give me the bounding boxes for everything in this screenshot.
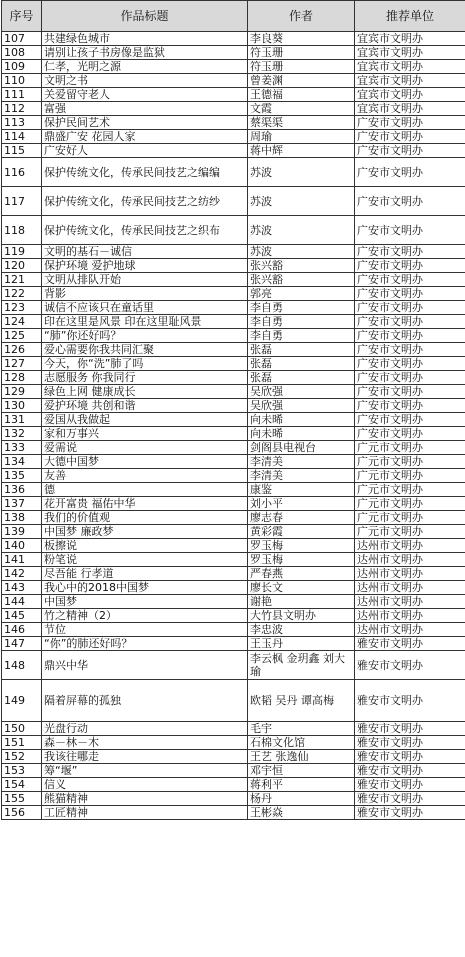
cell-title: 文明的基石－诚信: [42, 245, 248, 259]
cell-unit: 广安市文明办: [355, 357, 465, 371]
cell-unit: 广安市文明办: [355, 329, 465, 343]
cell-title: 中国梦: [42, 595, 248, 609]
table-row: [2, 722, 465, 736]
cell-author: 大竹县文明办: [248, 609, 355, 623]
cell-unit: 宜宾市文明办: [355, 74, 465, 88]
cell-author: 符玉珊: [248, 46, 355, 60]
cell-author: 符玉珊: [248, 60, 355, 74]
table-row: [2, 357, 465, 371]
cell-no: 149: [2, 680, 42, 722]
cell-author: 文霞: [248, 102, 355, 116]
cell-unit: 广安市文明办: [355, 413, 465, 427]
table-row: [2, 680, 465, 722]
cell-unit: 广安市文明办: [355, 385, 465, 399]
cell-title: “肺”你还好吗？: [42, 329, 248, 343]
table-row: [2, 637, 465, 651]
cell-title: 光盘行动: [42, 722, 248, 736]
table-row: [2, 525, 465, 539]
table-row: [2, 567, 465, 581]
cell-title: 文明之书: [42, 74, 248, 88]
cell-no: 131: [2, 413, 42, 427]
table-row: [2, 343, 465, 357]
table-row: [2, 259, 465, 273]
cell-author: 罗玉梅: [248, 539, 355, 553]
cell-author: 郭亮: [248, 287, 355, 301]
cell-title: 我该往哪走: [42, 750, 248, 764]
cell-unit: 广元市文明办: [355, 497, 465, 511]
table-row: [2, 539, 465, 553]
cell-no: 151: [2, 736, 42, 750]
cell-author: 黄彩霞: [248, 525, 355, 539]
cell-author: 廖志春: [248, 511, 355, 525]
cell-author: 刘小平: [248, 497, 355, 511]
cell-unit: 雅安市文明办: [355, 778, 465, 792]
table-row: [2, 792, 465, 806]
cell-title: 共建绿色城市: [42, 32, 248, 46]
cell-title: 尽吾能 行孝道: [42, 567, 248, 581]
cell-unit: 雅安市文明办: [355, 806, 465, 820]
cell-no: 113: [2, 116, 42, 130]
cell-no: 116: [2, 158, 42, 187]
cell-no: 142: [2, 567, 42, 581]
cell-author: 蔡渠渠: [248, 116, 355, 130]
cell-author: 李自勇: [248, 329, 355, 343]
cell-author: 曾姜渊: [248, 74, 355, 88]
header-author: 作者: [248, 1, 355, 32]
cell-no: 109: [2, 60, 42, 74]
cell-title: 森－林－木: [42, 736, 248, 750]
cell-author: 李清美: [248, 469, 355, 483]
cell-author: 严春燕: [248, 567, 355, 581]
cell-title: 德: [42, 483, 248, 497]
cell-title: 隔着屏幕的孤独: [42, 680, 248, 722]
cell-title: 我心中的2018中国梦: [42, 581, 248, 595]
cell-unit: 达州市文明办: [355, 567, 465, 581]
cell-no: 153: [2, 764, 42, 778]
header-row: [2, 1, 465, 32]
table-row: [2, 287, 465, 301]
cell-unit: 宜宾市文明办: [355, 88, 465, 102]
table-row: [2, 46, 465, 60]
cell-no: 139: [2, 525, 42, 539]
cell-unit: 广元市文明办: [355, 441, 465, 455]
cell-title: 鼎兴中华: [42, 651, 248, 680]
cell-author: 李忠波: [248, 623, 355, 637]
cell-unit: 广安市文明办: [355, 343, 465, 357]
table-row: [2, 511, 465, 525]
table-row: [2, 483, 465, 497]
cell-title: 粉笔说: [42, 553, 248, 567]
cell-unit: 雅安市文明办: [355, 750, 465, 764]
cell-unit: 广元市文明办: [355, 455, 465, 469]
cell-author: 李云枫 金玥鑫 刘大瑜: [248, 651, 355, 680]
cell-unit: 广安市文明办: [355, 399, 465, 413]
cell-author: 张兴豁: [248, 259, 355, 273]
cell-unit: 广安市文明办: [355, 315, 465, 329]
cell-author: 罗玉梅: [248, 553, 355, 567]
table-row: [2, 399, 465, 413]
cell-unit: 广元市文明办: [355, 483, 465, 497]
table-row: [2, 329, 465, 343]
cell-no: 128: [2, 371, 42, 385]
cell-no: 136: [2, 483, 42, 497]
cell-unit: 达州市文明办: [355, 581, 465, 595]
cell-title: 大德中国梦: [42, 455, 248, 469]
cell-author: 欧韬 吴丹 谭高梅: [248, 680, 355, 722]
table-row: [2, 764, 465, 778]
cell-unit: 达州市文明办: [355, 539, 465, 553]
cell-title: 绿色上网 健康成长: [42, 385, 248, 399]
cell-no: 146: [2, 623, 42, 637]
table-row: [2, 245, 465, 259]
cell-author: 李自勇: [248, 315, 355, 329]
table-row: [2, 144, 465, 158]
cell-author: 王玉丹: [248, 637, 355, 651]
cell-no: 137: [2, 497, 42, 511]
table-row: [2, 736, 465, 750]
cell-title: 广安好人: [42, 144, 248, 158]
table-row: [2, 32, 465, 46]
cell-unit: 达州市文明办: [355, 595, 465, 609]
cell-unit: 宜宾市文明办: [355, 60, 465, 74]
cell-title: 花开富贵 福佑中华: [42, 497, 248, 511]
table-row: [2, 609, 465, 623]
table-row: [2, 130, 465, 144]
cell-title: 爱需说: [42, 441, 248, 455]
cell-title: 背影: [42, 287, 248, 301]
cell-author: 张磊: [248, 357, 355, 371]
table-row: [2, 441, 465, 455]
cell-no: 134: [2, 455, 42, 469]
table-row: [2, 413, 465, 427]
table-row: [2, 158, 465, 187]
cell-author: 苏波: [248, 245, 355, 259]
cell-unit: 广安市文明办: [355, 158, 465, 187]
cell-title: 富强: [42, 102, 248, 116]
cell-no: 145: [2, 609, 42, 623]
cell-title: 友善: [42, 469, 248, 483]
cell-no: 129: [2, 385, 42, 399]
cell-no: 118: [2, 216, 42, 245]
table-row: [2, 371, 465, 385]
cell-unit: 达州市文明办: [355, 553, 465, 567]
cell-author: 廖长文: [248, 581, 355, 595]
cell-title: 中国梦 廉政梦: [42, 525, 248, 539]
cell-no: 152: [2, 750, 42, 764]
cell-author: 谢艳: [248, 595, 355, 609]
cell-unit: 雅安市文明办: [355, 764, 465, 778]
cell-title: 关爱留守老人: [42, 88, 248, 102]
cell-title: 爱国从我做起: [42, 413, 248, 427]
cell-unit: 雅安市文明办: [355, 680, 465, 722]
table-row: [2, 216, 465, 245]
cell-unit: 广安市文明办: [355, 187, 465, 216]
cell-unit: 广安市文明办: [355, 273, 465, 287]
cell-title: 保护民间艺术: [42, 116, 248, 130]
cell-no: 119: [2, 245, 42, 259]
cell-title: 诚信不应该只在童话里: [42, 301, 248, 315]
cell-no: 122: [2, 287, 42, 301]
cell-unit: 广安市文明办: [355, 301, 465, 315]
cell-unit: 达州市文明办: [355, 609, 465, 623]
cell-unit: 广元市文明办: [355, 511, 465, 525]
cell-no: 154: [2, 778, 42, 792]
cell-author: 苏波: [248, 158, 355, 187]
table-row: [2, 187, 465, 216]
cell-no: 123: [2, 301, 42, 315]
cell-author: 向未晞: [248, 413, 355, 427]
table-row: [2, 116, 465, 130]
cell-title: 工匠精神: [42, 806, 248, 820]
cell-unit: 达州市文明办: [355, 623, 465, 637]
cell-author: 蒋利平: [248, 778, 355, 792]
cell-title: 志愿服务 你我同行: [42, 371, 248, 385]
cell-no: 140: [2, 539, 42, 553]
cell-no: 112: [2, 102, 42, 116]
cell-title: 鼎盛广安 花园人家: [42, 130, 248, 144]
cell-author: 王彬焱: [248, 806, 355, 820]
cell-author: 李良葵: [248, 32, 355, 46]
cell-no: 117: [2, 187, 42, 216]
table-row: [2, 385, 465, 399]
cell-no: 147: [2, 637, 42, 651]
table-row: [2, 623, 465, 637]
cell-title: 爱心需要你我共同汇聚: [42, 343, 248, 357]
cell-title: 仁孝，光明之源: [42, 60, 248, 74]
cell-title: 熊猫精神: [42, 792, 248, 806]
cell-unit: 广元市文明办: [355, 525, 465, 539]
header-title: 作品标题: [42, 1, 248, 32]
table-row: [2, 750, 465, 764]
cell-no: 143: [2, 581, 42, 595]
cell-no: 110: [2, 74, 42, 88]
cell-author: 王艺 张逸仙: [248, 750, 355, 764]
cell-no: 124: [2, 315, 42, 329]
cell-no: 115: [2, 144, 42, 158]
cell-title: 保护传统文化，传承民间技艺之织布: [42, 216, 248, 245]
cell-unit: 雅安市文明办: [355, 722, 465, 736]
cell-no: 133: [2, 441, 42, 455]
cell-title: 爱护环境 共创和谐: [42, 399, 248, 413]
table-body: [2, 32, 465, 820]
cell-title: 印在这里是风景 印在这里耻风景: [42, 315, 248, 329]
cell-unit: 广安市文明办: [355, 144, 465, 158]
cell-title: 信义: [42, 778, 248, 792]
cell-unit: 广安市文明办: [355, 427, 465, 441]
cell-no: 150: [2, 722, 42, 736]
table-row: [2, 427, 465, 441]
table-row: [2, 595, 465, 609]
cell-author: 李自勇: [248, 301, 355, 315]
cell-author: 苏波: [248, 187, 355, 216]
cell-title: 请别让孩子书房像是监狱: [42, 46, 248, 60]
cell-no: 156: [2, 806, 42, 820]
cell-unit: 宜宾市文明办: [355, 32, 465, 46]
cell-no: 121: [2, 273, 42, 287]
cell-author: 康鉴: [248, 483, 355, 497]
table-row: [2, 301, 465, 315]
table-row: [2, 88, 465, 102]
cell-no: 108: [2, 46, 42, 60]
table-row: [2, 778, 465, 792]
cell-title: 竹之精神（2）: [42, 609, 248, 623]
cell-title: 我们的价值观: [42, 511, 248, 525]
header-no: 序号: [2, 1, 42, 32]
cell-unit: 广安市文明办: [355, 245, 465, 259]
cell-author: 石棉文化馆: [248, 736, 355, 750]
table-row: [2, 315, 465, 329]
table-row: [2, 553, 465, 567]
cell-no: 144: [2, 595, 42, 609]
header-unit: 推荐单位: [355, 1, 465, 32]
cell-unit: 雅安市文明办: [355, 736, 465, 750]
table-row: [2, 806, 465, 820]
cell-unit: 雅安市文明办: [355, 637, 465, 651]
cell-unit: 宜宾市文明办: [355, 102, 465, 116]
cell-title: 板擦说: [42, 539, 248, 553]
cell-unit: 雅安市文明办: [355, 792, 465, 806]
cell-no: 138: [2, 511, 42, 525]
table-row: [2, 102, 465, 116]
cell-unit: 广安市文明办: [355, 116, 465, 130]
cell-no: 114: [2, 130, 42, 144]
cell-no: 148: [2, 651, 42, 680]
cell-title: 文明从排队开始: [42, 273, 248, 287]
cell-no: 127: [2, 357, 42, 371]
cell-no: 126: [2, 343, 42, 357]
cell-no: 125: [2, 329, 42, 343]
cell-title: 家和万事兴: [42, 427, 248, 441]
table-row: [2, 469, 465, 483]
cell-unit: 广安市文明办: [355, 216, 465, 245]
cell-unit: 雅安市文明办: [355, 651, 465, 680]
cell-author: 剑阁县电视台: [248, 441, 355, 455]
table-row: [2, 273, 465, 287]
cell-unit: 广元市文明办: [355, 469, 465, 483]
cell-unit: 广安市文明办: [355, 130, 465, 144]
cell-author: 邓宇恒: [248, 764, 355, 778]
cell-no: 130: [2, 399, 42, 413]
cell-author: 吴欣强: [248, 385, 355, 399]
cell-author: 李清美: [248, 455, 355, 469]
cell-author: 周瑜: [248, 130, 355, 144]
cell-unit: 宜宾市文明办: [355, 46, 465, 60]
cell-no: 155: [2, 792, 42, 806]
cell-title: 今天，你“洗”肺了吗: [42, 357, 248, 371]
cell-no: 135: [2, 469, 42, 483]
cell-author: 王德福: [248, 88, 355, 102]
cell-title: 节位: [42, 623, 248, 637]
works-table: [1, 0, 465, 820]
cell-no: 111: [2, 88, 42, 102]
cell-no: 141: [2, 553, 42, 567]
table-row: [2, 455, 465, 469]
cell-title: “你”的肺还好吗？: [42, 637, 248, 651]
cell-author: 苏波: [248, 216, 355, 245]
cell-title: 保护传统文化，传承民间技艺之编编: [42, 158, 248, 187]
cell-unit: 广安市文明办: [355, 287, 465, 301]
cell-author: 张磊: [248, 343, 355, 357]
cell-author: 毛宇: [248, 722, 355, 736]
cell-unit: 广安市文明办: [355, 371, 465, 385]
cell-no: 107: [2, 32, 42, 46]
cell-title: 筹“堰”: [42, 764, 248, 778]
cell-no: 132: [2, 427, 42, 441]
cell-author: 向未晞: [248, 427, 355, 441]
cell-author: 吴欣强: [248, 399, 355, 413]
cell-author: 张磊: [248, 371, 355, 385]
table-row: [2, 74, 465, 88]
cell-title: 保护环境 爱护地球: [42, 259, 248, 273]
cell-no: 120: [2, 259, 42, 273]
table-row: [2, 497, 465, 511]
cell-author: 杨丹: [248, 792, 355, 806]
table-row: [2, 651, 465, 680]
cell-title: 保护传统文化，传承民间技艺之纺纱: [42, 187, 248, 216]
cell-unit: 广安市文明办: [355, 259, 465, 273]
table-row: [2, 60, 465, 74]
cell-author: 张兴豁: [248, 273, 355, 287]
cell-author: 蒋中辉: [248, 144, 355, 158]
table-row: [2, 581, 465, 595]
